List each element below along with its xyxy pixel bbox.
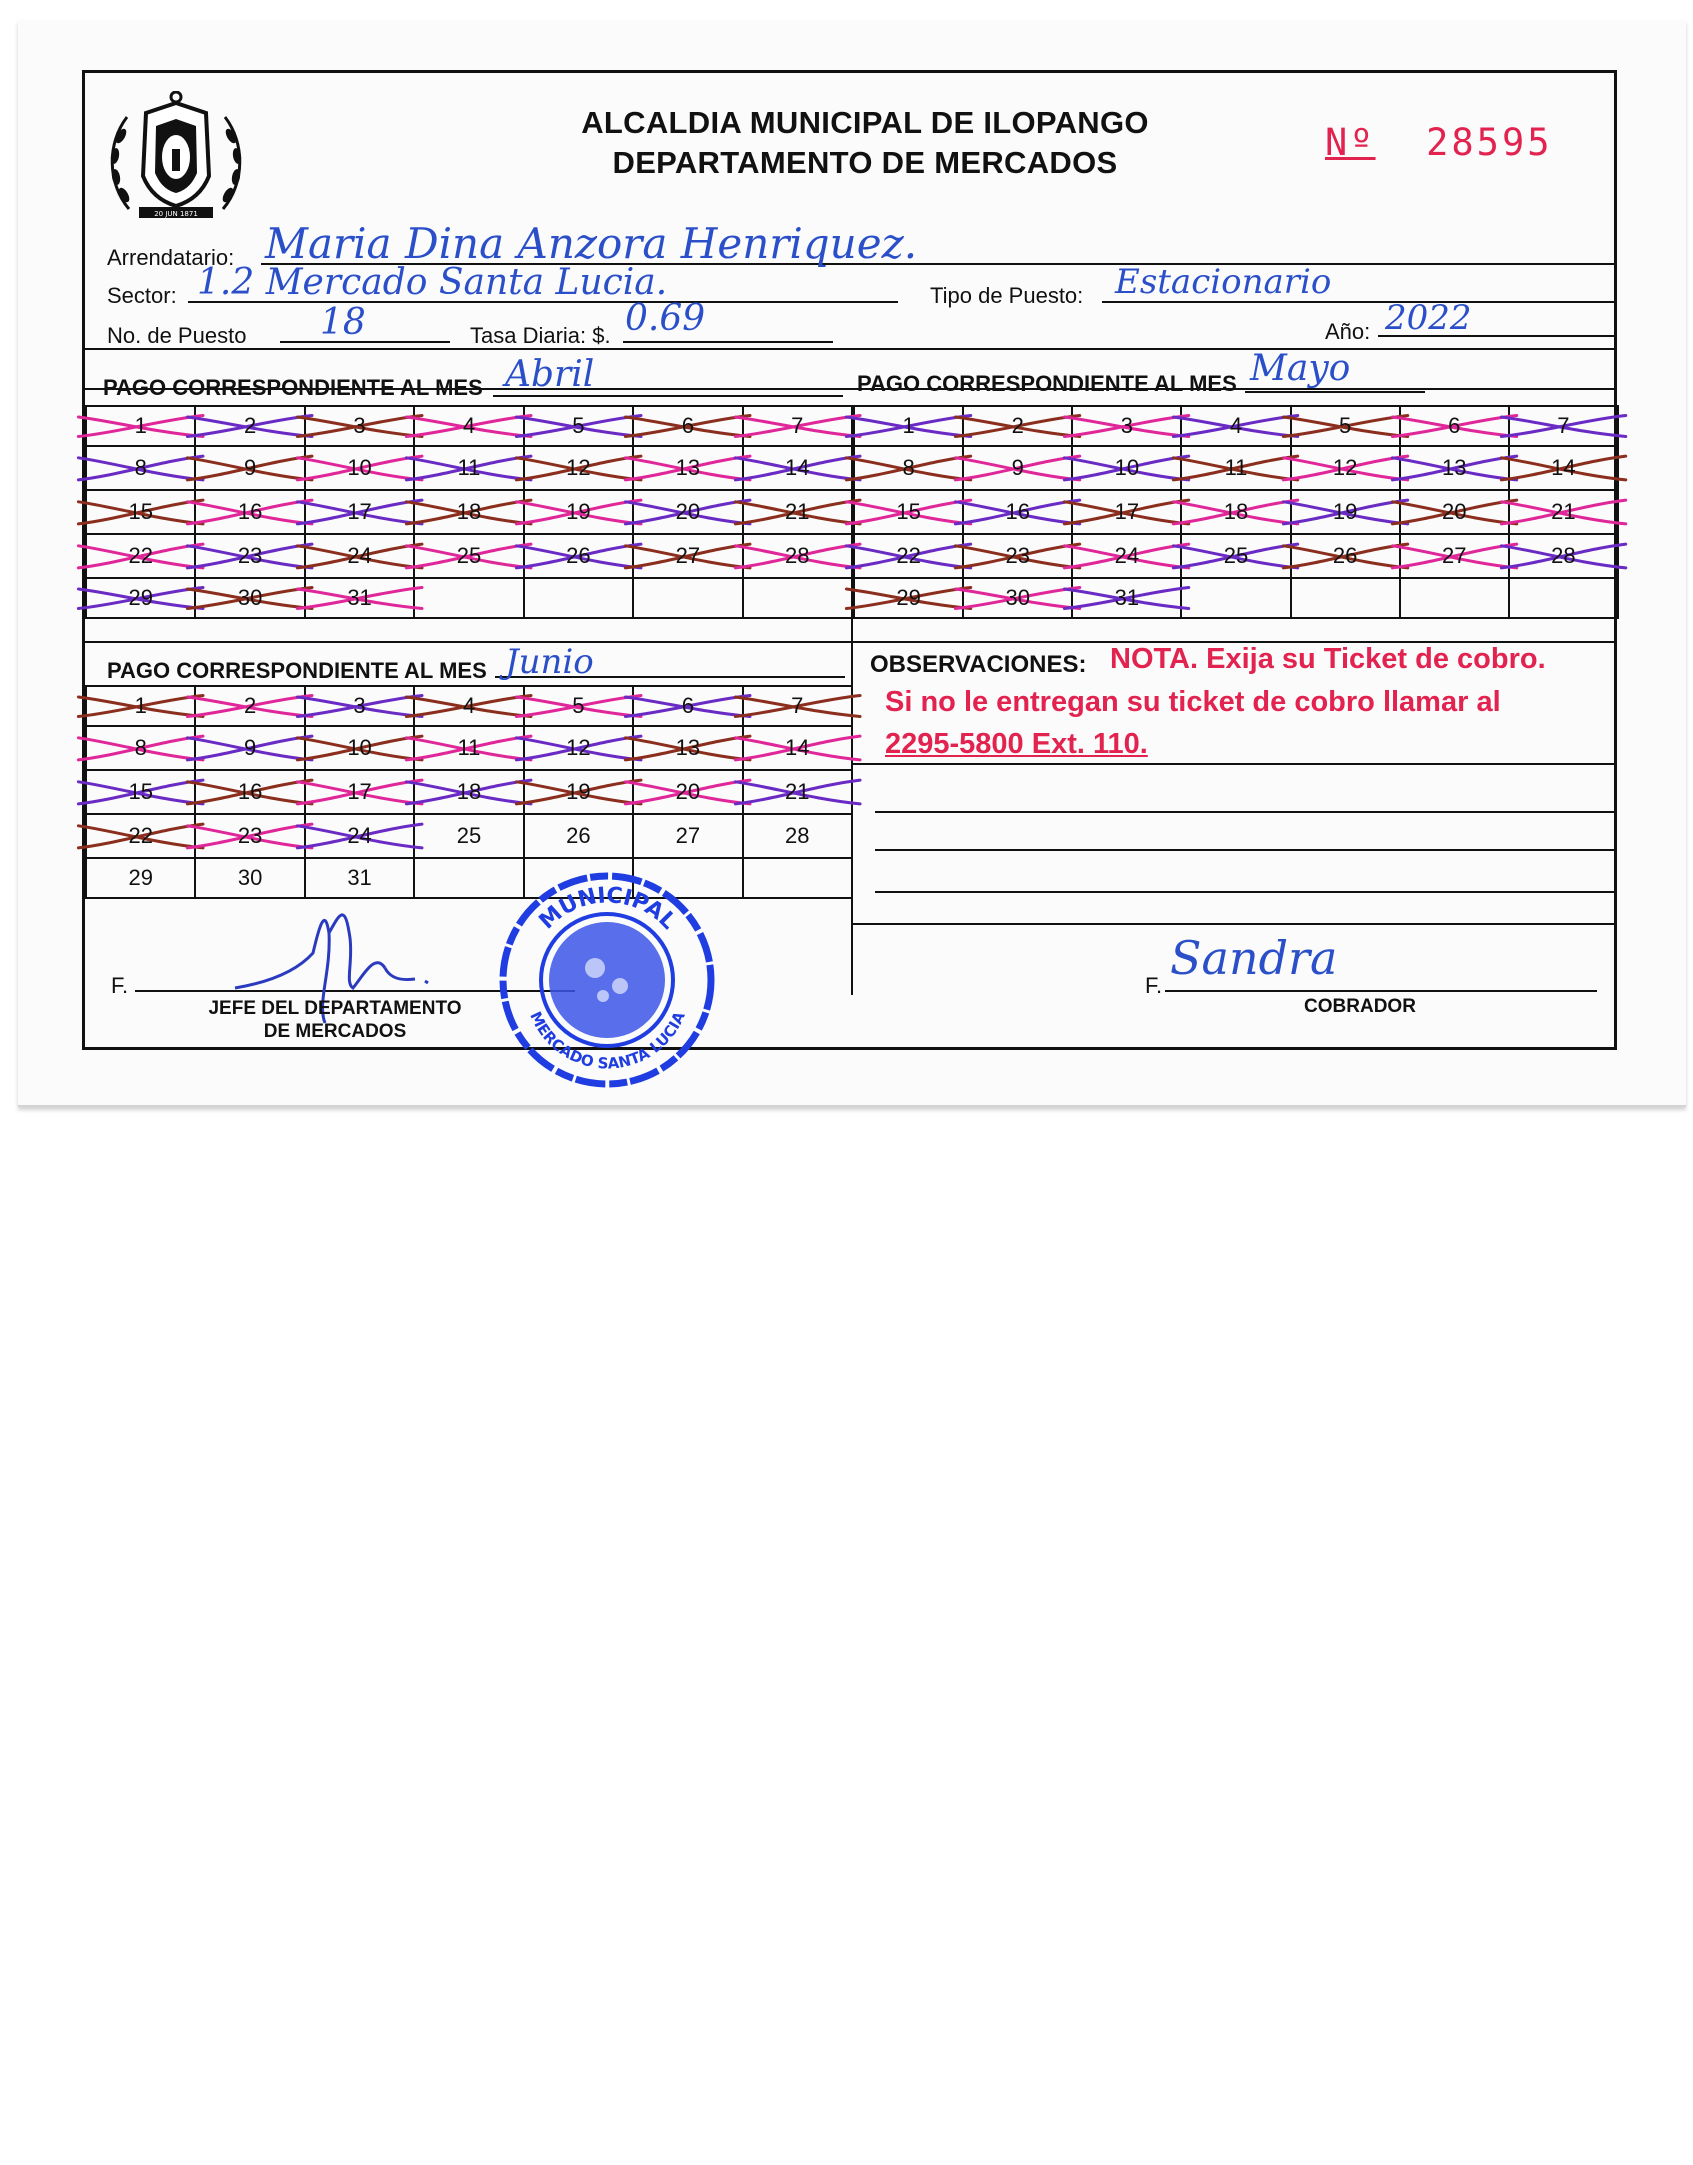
day-number: 6: [1448, 413, 1461, 438]
day-cell: [86, 490, 195, 534]
stamp-top-text: MUNICIPAL: [534, 883, 681, 935]
day-number: 25: [456, 543, 482, 568]
may-calendar: [853, 405, 1619, 619]
day-number: 3: [353, 413, 366, 438]
day-cell: [854, 534, 963, 578]
day-number: 21: [785, 499, 810, 524]
day-number: 12: [1332, 455, 1358, 480]
day-number: 28: [785, 823, 810, 848]
day-cell: [743, 490, 852, 534]
day-cell: [963, 446, 1072, 490]
anio-value: 2022: [1385, 298, 1472, 338]
day-number: 10: [347, 735, 372, 760]
day-cell: [1181, 534, 1290, 578]
tasa-value: 0.69: [625, 298, 706, 339]
day-cell: [743, 726, 852, 770]
day-cell: [195, 814, 304, 858]
day-cell: [195, 534, 304, 578]
stamp-bottom-text: MERCADO SANTA LUCIA: [526, 1008, 689, 1073]
cobrador-signature: Sandra: [1170, 931, 1338, 985]
day-number: 2: [244, 693, 257, 718]
day-cell: [414, 534, 523, 578]
note-line-1: NOTA. Exija su Ticket de cobro.: [1110, 643, 1546, 675]
day-number: 22: [128, 823, 153, 848]
day-cell: [963, 406, 1072, 446]
day-cell: [86, 770, 195, 814]
sector-value: 1.2 Mercado Santa Lucia.: [197, 262, 668, 303]
day-number: 23: [1005, 543, 1030, 568]
day-number: 26: [566, 823, 591, 848]
day-number: 14: [785, 735, 810, 760]
tasa-label: Tasa Diaria: $.: [470, 323, 611, 348]
day-number: 13: [675, 735, 701, 760]
day-cell: [854, 406, 963, 446]
anio-label: Año:: [1325, 319, 1371, 344]
day-cell: [86, 726, 195, 770]
day-number: 24: [1114, 543, 1140, 568]
day-number: 4: [1229, 413, 1243, 438]
day-number: 12: [566, 735, 591, 760]
day-number: 4: [462, 693, 476, 718]
june-heading-label: PAGO CORRESPONDIENTE AL MES: [107, 658, 487, 683]
day-number: 10: [1114, 455, 1140, 480]
calendar-row: [86, 726, 852, 770]
day-number: 8: [134, 735, 147, 760]
day-cell: [743, 686, 852, 726]
day-number: 30: [237, 865, 263, 890]
day-number: 14: [785, 455, 810, 480]
day-number: 28: [1551, 543, 1576, 568]
day-cell: [963, 490, 1072, 534]
day-cell: [195, 490, 304, 534]
arrendatario-value: Maria Dina Anzora Henriquez.: [265, 219, 918, 268]
day-cell: [1181, 446, 1290, 490]
day-cell: [86, 578, 195, 618]
day-cell: [195, 726, 304, 770]
note-line-3: 2295-5800 Ext. 110.: [885, 728, 1148, 760]
empty-cell: [414, 578, 523, 618]
day-number: 31: [347, 585, 372, 610]
day-number: 1: [902, 413, 915, 438]
may-month-name: Mayo: [1250, 348, 1351, 389]
day-number: 1: [134, 693, 147, 718]
june-calendar: [85, 685, 853, 899]
day-number: 5: [572, 693, 585, 718]
day-cell: [854, 446, 963, 490]
folio-prefix: Nº: [1325, 121, 1376, 164]
day-cell: [1400, 490, 1509, 534]
day-cell: [414, 814, 523, 858]
empty-cell: [1181, 578, 1290, 618]
calendar-row: [86, 446, 852, 490]
calendar-row: [86, 578, 852, 618]
day-cell: [86, 814, 195, 858]
day-number: 18: [1223, 499, 1249, 524]
empty-cell: [743, 858, 852, 898]
day-number: 7: [791, 693, 804, 718]
day-cell: [195, 770, 304, 814]
empty-cell: [1509, 578, 1618, 618]
day-number: 25: [456, 823, 482, 848]
day-cell: [414, 686, 523, 726]
day-number: 2: [1011, 413, 1024, 438]
day-cell: [414, 770, 523, 814]
day-cell: [743, 446, 852, 490]
calendar-row: [854, 446, 1618, 490]
day-cell: [524, 534, 633, 578]
day-cell: [633, 406, 742, 446]
calendar-row: [854, 578, 1618, 618]
day-cell: [1291, 446, 1400, 490]
day-cell: [86, 406, 195, 446]
day-cell: [524, 446, 633, 490]
day-cell: [414, 490, 523, 534]
day-cell: [743, 770, 852, 814]
day-number: 27: [1442, 543, 1467, 568]
day-number: 16: [1005, 499, 1030, 524]
day-number: 16: [237, 499, 263, 524]
folio-number: [1325, 121, 1553, 164]
day-number: 20: [675, 499, 701, 524]
jefe-title-line1: JEFE DEL DEPARTAMENTO: [208, 998, 462, 1019]
june-heading: [107, 658, 487, 684]
may-heading: [857, 371, 1237, 397]
day-cell: [743, 406, 852, 446]
calendar-row: [854, 490, 1618, 534]
day-cell: [524, 490, 633, 534]
day-cell: [305, 858, 414, 898]
calendar-row: [86, 770, 852, 814]
jefe-title-line2: DE MERCADOS: [263, 1021, 407, 1042]
day-number: 10: [347, 455, 372, 480]
day-cell: [743, 814, 852, 858]
empty-cell: [1400, 578, 1509, 618]
june-month-name: Junio: [505, 642, 594, 682]
day-cell: [86, 534, 195, 578]
municipal-emblem-icon: [101, 91, 251, 226]
day-number: 29: [128, 585, 153, 610]
april-calendar: [85, 405, 853, 619]
day-cell: [305, 814, 414, 858]
sector-label: Sector:: [107, 283, 177, 308]
day-cell: [633, 534, 742, 578]
day-cell: [963, 534, 1072, 578]
folio-value: 28595: [1426, 121, 1553, 164]
day-cell: [1400, 406, 1509, 446]
day-number: 21: [785, 779, 810, 804]
day-number: 1: [134, 413, 147, 438]
observaciones-label: OBSERVACIONES:: [870, 651, 1087, 678]
tipo-puesto-label: Tipo de Puesto:: [930, 283, 1084, 308]
arrendatario-label: Arrendatario:: [107, 245, 235, 270]
day-number: 14: [1551, 455, 1576, 480]
day-number: 26: [566, 543, 591, 568]
seal-date: 20 JUN 1871: [154, 210, 198, 218]
day-cell: [633, 446, 742, 490]
day-cell: [305, 446, 414, 490]
may-heading-label: PAGO CORRESPONDIENTE AL MES: [857, 371, 1237, 396]
day-number: 12: [566, 455, 591, 480]
day-cell: [633, 726, 742, 770]
day-cell: [963, 578, 1072, 618]
day-cell: [305, 490, 414, 534]
day-number: 16: [237, 779, 263, 804]
day-cell: [1400, 534, 1509, 578]
empty-cell: [1291, 578, 1400, 618]
day-cell: [86, 686, 195, 726]
day-number: 8: [902, 455, 915, 480]
day-cell: [854, 578, 963, 618]
day-number: 23: [237, 823, 263, 848]
day-number: 3: [1120, 413, 1133, 438]
calendar-row: [86, 406, 852, 446]
department-title: DEPARTAMENTO DE MERCADOS: [612, 145, 1118, 180]
day-number: 17: [347, 779, 372, 804]
day-number: 27: [675, 543, 701, 568]
empty-cell: [524, 578, 633, 618]
municipality-title: ALCALDIA MUNICIPAL DE ILOPANGO: [581, 105, 1149, 140]
day-number: 20: [675, 779, 701, 804]
day-cell: [1072, 406, 1181, 446]
day-cell: [1509, 406, 1618, 446]
puesto-value: 18: [320, 302, 366, 343]
tipo-puesto-value: Estacionario: [1115, 262, 1332, 302]
day-cell: [1181, 406, 1290, 446]
day-number: 6: [681, 693, 694, 718]
day-cell: [633, 490, 742, 534]
day-cell: [633, 814, 742, 858]
day-number: 2: [244, 413, 257, 438]
day-cell: [414, 446, 523, 490]
day-cell: [1509, 490, 1618, 534]
day-number: 26: [1332, 543, 1358, 568]
day-cell: [1291, 406, 1400, 446]
day-number: 7: [1557, 413, 1570, 438]
calendar-row: [854, 534, 1618, 578]
day-number: 24: [347, 543, 372, 568]
day-cell: [305, 534, 414, 578]
calendar-row: [854, 406, 1618, 446]
day-number: 9: [244, 455, 257, 480]
day-cell: [1072, 446, 1181, 490]
day-cell: [633, 686, 742, 726]
day-number: 27: [675, 823, 701, 848]
day-number: 13: [675, 455, 701, 480]
day-cell: [414, 726, 523, 770]
day-number: 23: [237, 543, 263, 568]
day-number: 11: [457, 455, 481, 480]
jefe-title: [185, 997, 485, 1043]
day-cell: [1072, 534, 1181, 578]
note-line-2: Si no le entregan su ticket de cobro llamar al: [885, 686, 1501, 718]
day-number: 22: [128, 543, 153, 568]
day-cell: [305, 770, 414, 814]
empty-cell: [633, 578, 742, 618]
day-cell: [305, 686, 414, 726]
calendar-row: [86, 534, 852, 578]
day-number: 29: [896, 585, 921, 610]
april-heading-label: PAGO CORRESPONDIENTE AL MES: [103, 375, 483, 400]
day-number: 8: [134, 455, 147, 480]
day-number: 3: [353, 693, 366, 718]
cobrador-f-label: F.: [1145, 973, 1163, 998]
day-number: 19: [566, 499, 591, 524]
day-number: 19: [1332, 499, 1358, 524]
april-heading: [103, 375, 483, 401]
day-number: 13: [1442, 455, 1467, 480]
day-cell: [305, 578, 414, 618]
day-number: 9: [244, 735, 257, 760]
day-number: 6: [681, 413, 694, 438]
day-cell: [743, 534, 852, 578]
day-number: 9: [1011, 455, 1024, 480]
day-cell: [1400, 446, 1509, 490]
day-number: 7: [791, 413, 804, 438]
day-number: 5: [1339, 413, 1352, 438]
day-cell: [633, 770, 742, 814]
day-number: 18: [456, 779, 482, 804]
day-cell: [1509, 534, 1618, 578]
day-number: 25: [1223, 543, 1249, 568]
day-cell: [305, 726, 414, 770]
calendar-row: [86, 490, 852, 534]
day-cell: [1291, 534, 1400, 578]
day-number: 15: [128, 779, 153, 804]
day-cell: [195, 406, 304, 446]
payment-card: [82, 70, 1617, 1073]
day-cell: [854, 490, 963, 534]
calendar-row: [86, 858, 852, 898]
calendar-row: [86, 686, 852, 726]
day-number: 21: [1551, 499, 1576, 524]
day-number: 4: [462, 413, 476, 438]
day-number: 31: [1114, 585, 1140, 610]
day-number: 17: [347, 499, 372, 524]
jefe-f-label: F.: [111, 973, 129, 998]
day-number: 18: [456, 499, 482, 524]
day-cell: [195, 578, 304, 618]
day-cell: [1072, 490, 1181, 534]
day-cell: [414, 406, 523, 446]
day-number: 19: [566, 779, 591, 804]
day-cell: [1072, 578, 1181, 618]
cobrador-label: COBRADOR: [1304, 996, 1416, 1017]
day-number: 5: [572, 413, 585, 438]
day-number: 20: [1442, 499, 1467, 524]
day-cell: [1509, 446, 1618, 490]
day-cell: [524, 770, 633, 814]
day-number: 11: [1224, 455, 1248, 480]
empty-cell: [743, 578, 852, 618]
day-cell: [1181, 490, 1290, 534]
day-cell: [195, 446, 304, 490]
day-number: 28: [785, 543, 810, 568]
day-number: 15: [128, 499, 153, 524]
day-cell: [305, 406, 414, 446]
puesto-label: No. de Puesto: [107, 323, 247, 348]
day-cell: [524, 406, 633, 446]
day-cell: [86, 858, 195, 898]
day-number: 30: [237, 585, 263, 610]
day-number: 22: [896, 543, 921, 568]
april-month-name: Abril: [505, 354, 595, 395]
day-cell: [86, 446, 195, 490]
day-number: 17: [1114, 499, 1140, 524]
day-number: 29: [128, 865, 153, 890]
calendar-row: [86, 814, 852, 858]
day-cell: [195, 858, 304, 898]
day-cell: [1291, 490, 1400, 534]
day-number: 11: [457, 735, 481, 760]
municipal-stamp-icon: [495, 868, 720, 1093]
day-number: 31: [347, 865, 372, 890]
day-number: 24: [347, 823, 372, 848]
day-number: 30: [1005, 585, 1030, 610]
day-cell: [524, 686, 633, 726]
day-cell: [524, 726, 633, 770]
day-number: 15: [896, 499, 921, 524]
day-cell: [195, 686, 304, 726]
day-cell: [524, 814, 633, 858]
